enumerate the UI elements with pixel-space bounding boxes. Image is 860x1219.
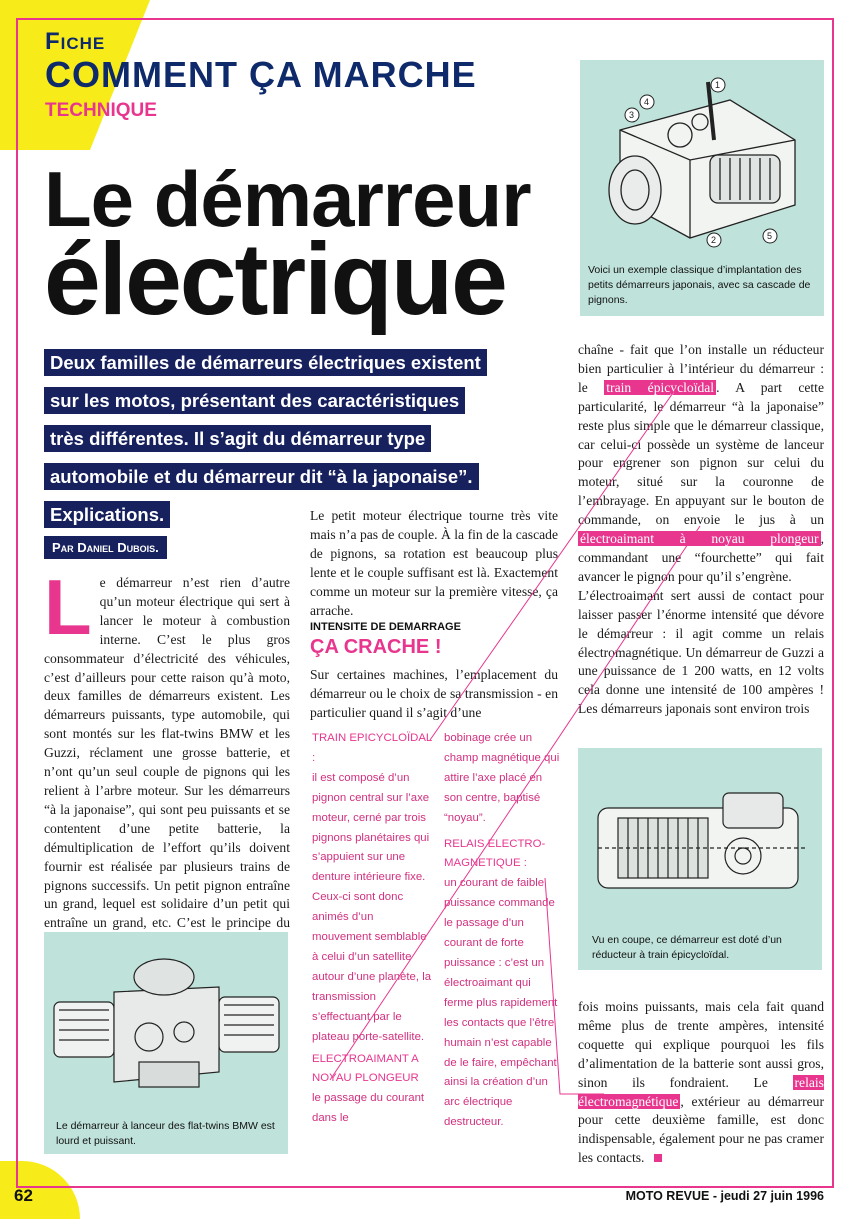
article-column-2-continued — [310, 666, 558, 723]
rubrique-fiche: Fiche — [45, 28, 106, 55]
glossary-column-b — [444, 729, 562, 1133]
callout-1: 1 — [715, 80, 721, 90]
subhead-big: ÇA CRACHE ! — [310, 636, 442, 658]
glossary-term: TRAIN EPICYCLOÏDAL : — [312, 732, 432, 764]
figure-caption: Le démarreur à lanceur des flat-twins BMW est lourd et puissant. — [56, 1120, 275, 1147]
article-text: fois moins puissants, mais cela fait quand même plus de trente ampères, intensité coquette qui explique pourquoi les fils d’alimentation de la batterie sont aussi gros, sinon ils fondraient. Le — [578, 999, 824, 1090]
standfirst-line: Explications. — [44, 501, 170, 528]
end-mark-icon — [654, 1154, 662, 1162]
article-column-1 — [44, 563, 290, 952]
article-text: . A part cette particularité, le démarreur “à la japonaise” reste plus simple que le démarreur classique, car celui-ci possède un système de lanceur pour engrener son pignon sur celui du moteur, situé sur la couronne de l’embrayage. En appuyant sur le bouton de commande, on envoie le jus à un — [578, 379, 824, 528]
standfirst-line: sur les motos, présentant des caractéristiques — [44, 387, 465, 414]
article-text: Le petit moteur électrique tourne très vite mais n’a pas de couple. À la fin de la cascade de pignons, sa rotation est beaucoup plus lente et le couple suffisant est là. Exactement comme un moteur sur la première vitesse, ça arrache. — [310, 508, 558, 618]
callout-2: 2 — [711, 235, 717, 245]
standfirst-line: Deux familles de démarreurs électriques existent — [44, 349, 487, 376]
glossary-definition: le passage du courant dans le — [312, 1092, 425, 1125]
glossary-term: ELECTROAIMANT A NOYAU PLONGEUR — [312, 1052, 419, 1085]
glossary-term: RELAIS ELECTRO-MAGNETIQUE : — [444, 837, 546, 870]
glossary-column-a — [312, 729, 432, 1129]
article-text: , extérieur au démarreur pour cette deuxième famille, est donc indispensable, également pour ne pas cramer les contacts. — [578, 1093, 824, 1166]
headline-line-2: électrique — [44, 222, 506, 336]
rubrique-comment-ca-marche: COMMENT ÇA MARCHE — [45, 54, 477, 95]
byline: Par Daniel Dubois. — [44, 536, 167, 559]
article-text: Sur certaines machines, l’emplacement du démarreur ou le choix de sa transmission - en particulier quand il s’agit d’une — [310, 667, 558, 720]
subhead-small: INTENSITE DE DEMARRAGE — [310, 621, 461, 633]
figure-caption: Vu en coupe, ce démarreur est doté d’un réducteur à train épicycloïdal. — [592, 934, 782, 961]
rubrique-technique: TECHNIQUE — [45, 100, 157, 121]
standfirst — [44, 344, 544, 534]
cutaway-illustration-icon — [578, 748, 822, 928]
publication-footer: MOTO REVUE - jeudi 27 juin 1996 — [625, 1189, 824, 1203]
keyword-highlight: train épicycloïdal — [606, 379, 715, 395]
callout-4: 4 — [644, 97, 650, 107]
keyword-highlight: électroaimant à noyau plongeur — [580, 531, 819, 547]
page-number: 62 — [14, 1186, 33, 1205]
flat-twin-illustration-icon — [44, 932, 288, 1112]
article-text: , commandant une “fourchette” qui fait avancer le pignon pour qu’il s’engrène. — [578, 531, 824, 584]
figure-caption: Voici un exemple classique d’implantation des petits démarreurs japonais, avec sa cascade de pignons. — [588, 264, 811, 306]
drop-cap: L — [44, 563, 92, 651]
figure-japanese-starter — [580, 60, 824, 316]
article-text: e démarreur n’est rien d’autre qu’un moteur électrique qui sert à lancer le moteur à combustion interne. C’est le plus gros consommateur d’électricité des véhicules, c’est d’ailleurs pour cette raison qu’à moto, deux familles de démarreurs existent. Les démarreurs puissants, type automobile, qui sont montés sur les flat-twins BMW et les Guzzi, réclament une grosse batterie, et n’ont qu’un seul couple de pignons qui les relient à l’arbre moteur. Sur les démarreurs “à la japonaise”, qui sont peu puissants et se contentent d’une petite batterie, la démultiplication de l’effort qu’ils doivent fournir est réalisée par plusieurs trains de pignons successifs. Un petit pignon entraîne un grand, lequel est solidaire d’un petit qui entraîne un grand, etc. C’est le principe du — [44, 575, 290, 931]
article-text: chaîne - fait que l’on installe un réducteur bien particulier à l’intérieur du démarreur : le — [578, 342, 824, 395]
headline-line-1: Le démarreur — [44, 155, 531, 243]
article-column-3 — [578, 341, 824, 719]
callout-3: 3 — [629, 110, 635, 120]
article-column-3-continued — [578, 998, 824, 1168]
starter-illustration-icon — [580, 60, 824, 260]
glossary-definition: un courant de faible puissance commande le passage d’un courant de forte puissance : c’est un électroaimant qui ferme plus rapidement les contacts que l’être humain n’est capable de le faire, empêchant ainsi la création d’un arc électrique destructeur. — [444, 877, 558, 1129]
article-column-2 — [310, 507, 558, 620]
keyword-highlight: relais électromagnétique — [578, 1074, 824, 1109]
glossary-definition: bobinage crée un champ magnétique qui attire l’axe placé en son centre, baptisé “noyau”. — [444, 732, 560, 824]
standfirst-line: très différentes. Il s’agit du démarreur type — [44, 425, 431, 452]
article-text: L’électroaimant sert aussi de contact pour laisser passer l’énorme intensité que dévore le démarreur : il agit comme un relais électromagnétique. Un démarreur de Guzzi a une puissance de 1 200 watts, en 12 volts cela donne une intensité de 100 ampères ! Les démarreurs japonais sont environ trois — [578, 587, 824, 717]
figure-cutaway-starter — [578, 748, 822, 970]
standfirst-line: automobile et du démarreur dit “à la japonaise”. — [44, 463, 479, 490]
glossary-definition: il est composé d’un pignon central sur l’axe moteur, cerné par trois pignons planétaires qui s’appuient sur une denture intérieure fixe. Ceux-ci sont donc animés d’un mouvement semblable à celui d’un satellite autour d’une planète, la transmission s’effectuant par le plateau porte-satellite. — [312, 771, 432, 1043]
figure-bmw-flat-twin — [44, 932, 288, 1154]
callout-5: 5 — [767, 231, 773, 241]
